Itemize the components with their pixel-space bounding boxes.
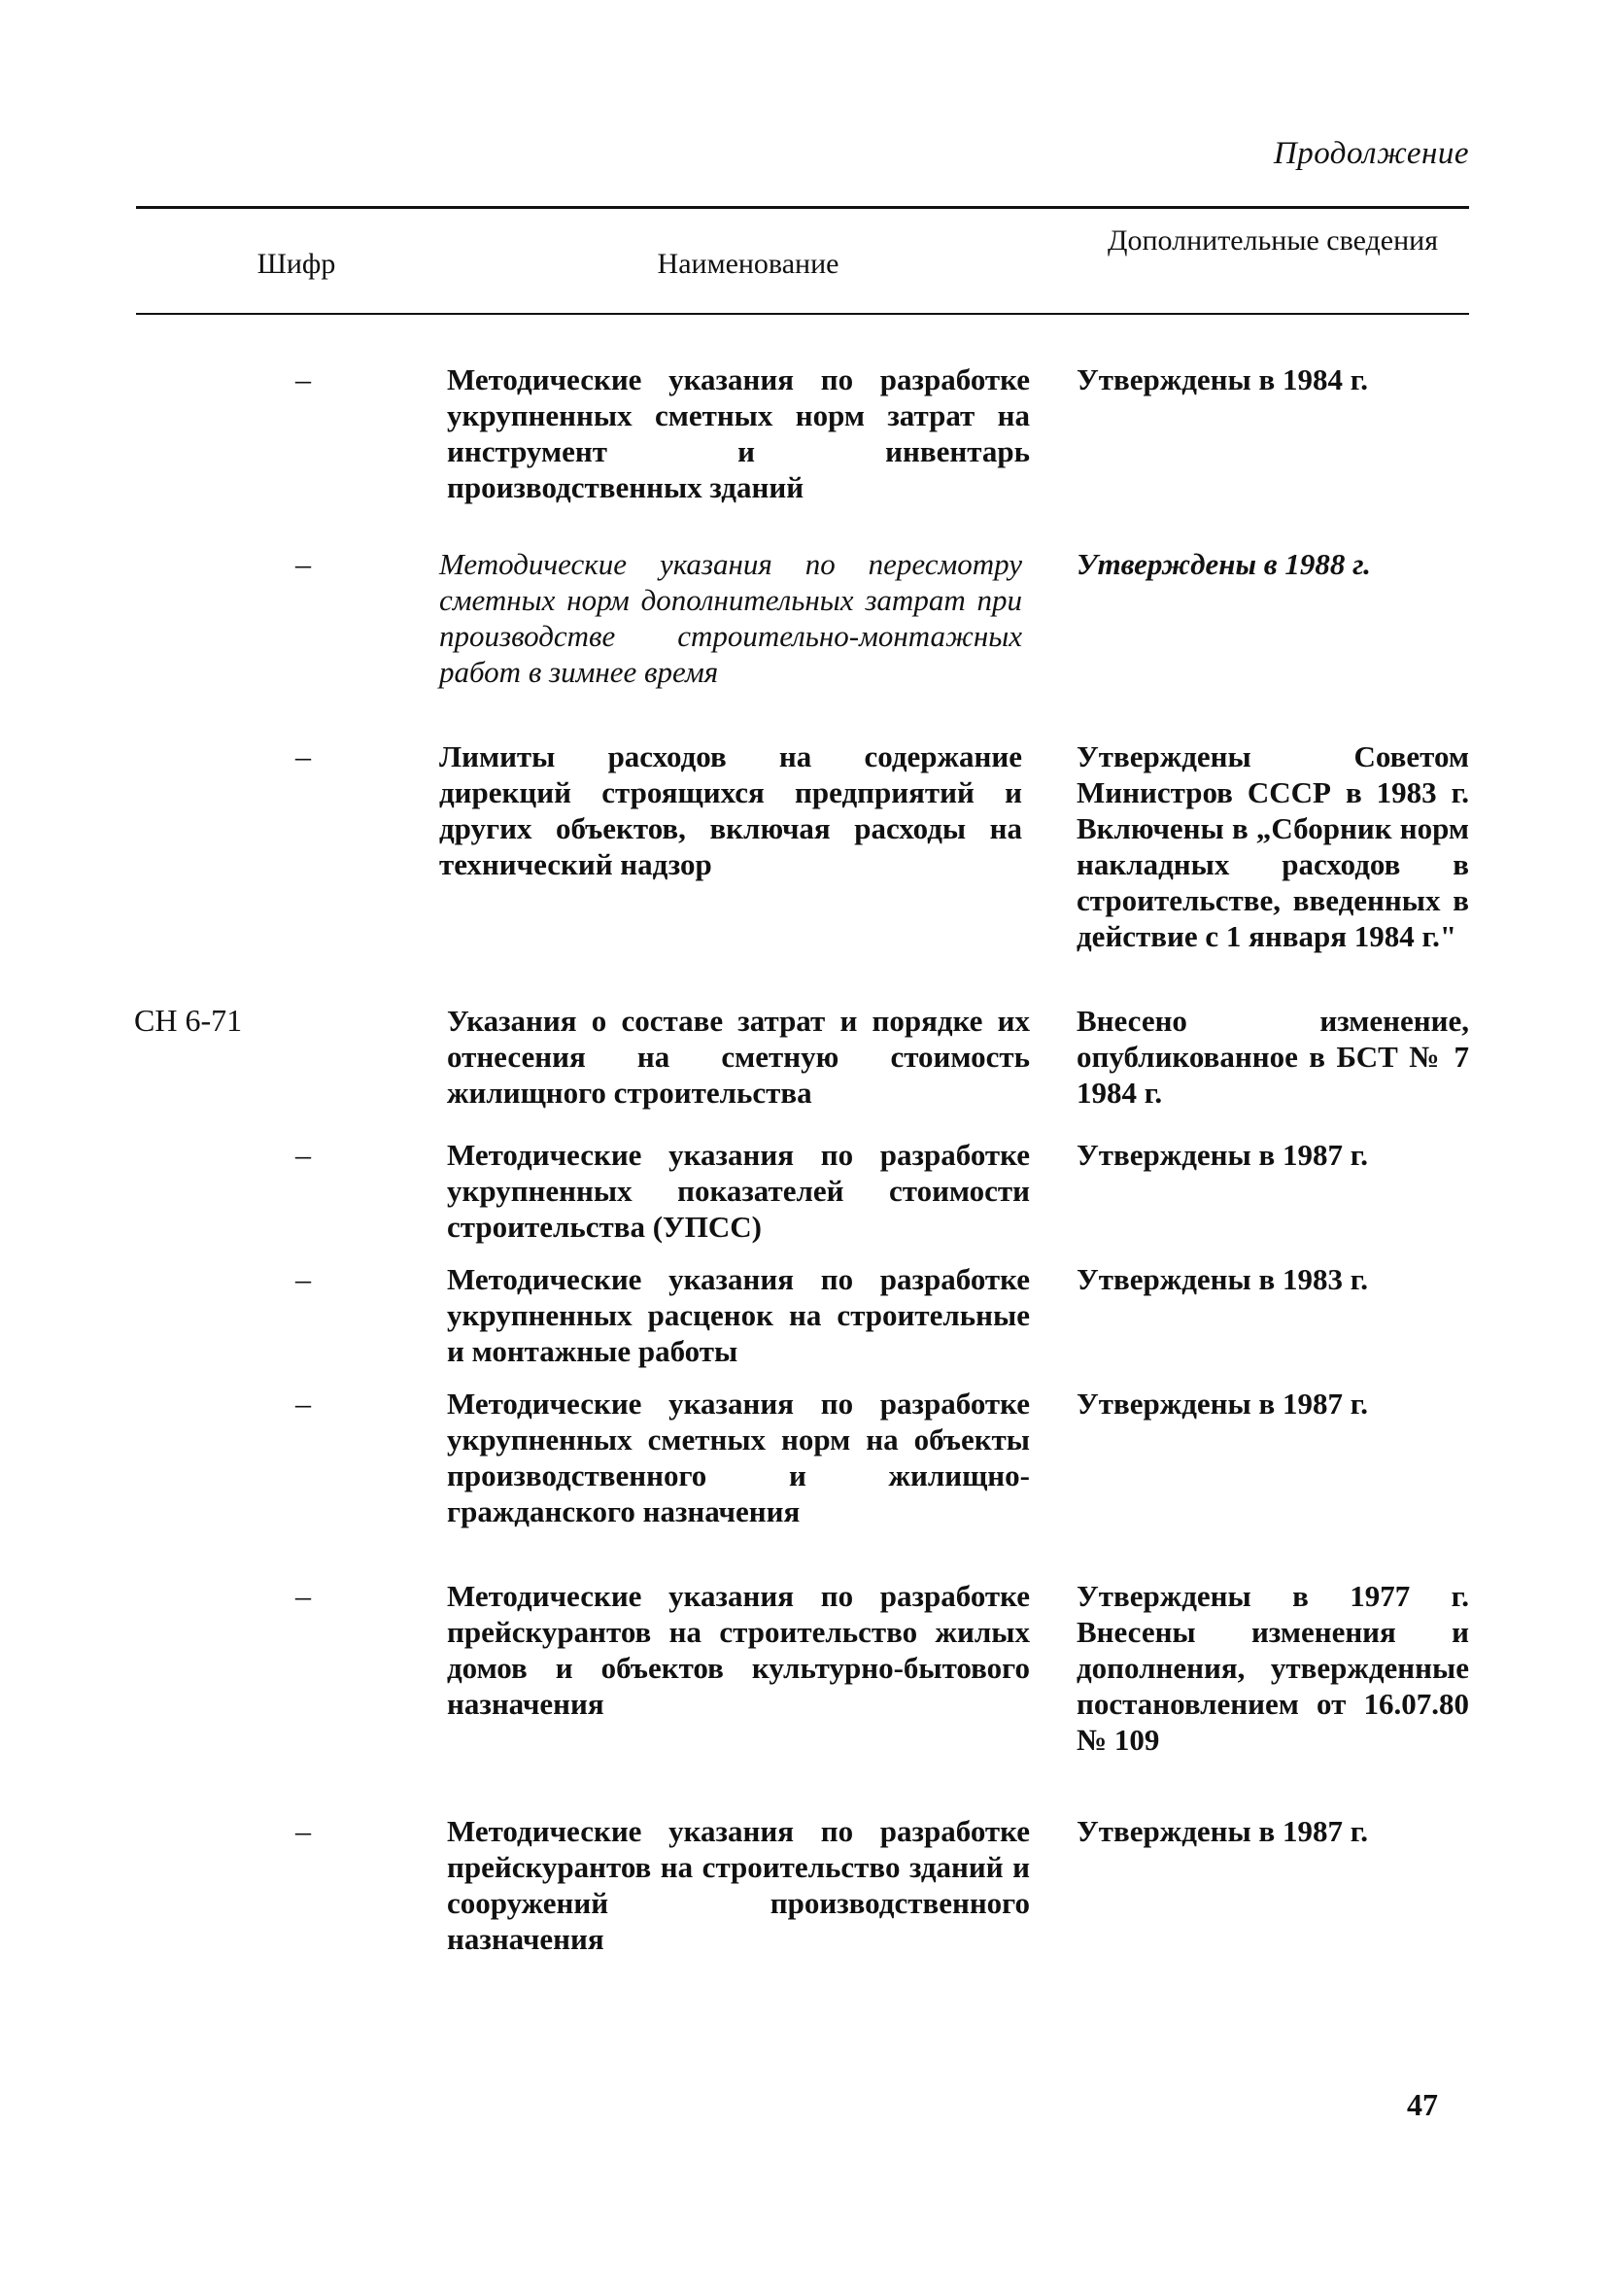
- row-name: Лимиты расходов на содержание дирекций строящихся предприятий и других объектов, включая расходы на технический надзор: [439, 739, 1022, 881]
- row-info: Утверждены в 1977 г. Внесены изменения и дополнения, утвержденные постановлением от 16.07.80 № 109: [1077, 1579, 1469, 1757]
- row-info: Внесено изменение, опубликованное в БСТ № 7 1984 г.: [1077, 1004, 1469, 1110]
- table-top-rule: [136, 206, 1469, 209]
- column-header-info: Дополнительные сведения: [1107, 224, 1439, 257]
- column-header-name: Наименование: [657, 248, 839, 280]
- row-info: Утверждены в 1987 г.: [1077, 1814, 1369, 1848]
- row-code: СН 6-71: [134, 1003, 243, 1038]
- row-info: Утверждены в 1988 г.: [1077, 547, 1371, 581]
- row-info: Утверждены в 1987 г.: [1077, 1387, 1369, 1421]
- row-name: Указания о составе затрат и порядке их отнесения на сметную стоимость жилищного строительства: [447, 1004, 1030, 1110]
- row-name: Методические указания по разработке прейскурантов на строительство жилых домов и объектов культурно-бытового назначения: [447, 1579, 1030, 1721]
- row-name: Методические указания по разработке укрупненных показателей стоимости строительства (УПСС): [447, 1138, 1030, 1244]
- page-number: 47: [1407, 2087, 1438, 2122]
- row-code: –: [295, 546, 311, 581]
- row-name: Методические указания по разработке укрупненных сметных норм затрат на инструмент и инвентарь производственных зданий: [447, 362, 1030, 504]
- row-info: Утверждены Советом Министров СССР в 1983 г. Включены в „Сборник норм накладных расходов в строительстве, введенных в действие с 1 января 1984 г.": [1077, 739, 1469, 953]
- row-code: –: [295, 1261, 311, 1296]
- row-name: Методические указания по разработке укрупненных расценок на строительные и монтажные работы: [447, 1262, 1030, 1368]
- row-name: Методические указания по пересмотру сметных норм дополнительных затрат при производстве строительно-монтажных работ в зимнее время: [439, 547, 1022, 689]
- row-info: Утверждены в 1987 г.: [1077, 1138, 1369, 1172]
- row-code: –: [295, 1137, 311, 1172]
- row-info: Утверждены в 1983 г.: [1077, 1262, 1369, 1296]
- row-code: –: [295, 1813, 311, 1848]
- row-code: –: [295, 738, 311, 773]
- row-code: –: [295, 361, 311, 396]
- row-code: –: [295, 1386, 311, 1421]
- column-header-code: Шифр: [257, 248, 336, 280]
- continuation-label: Продолжение: [1273, 136, 1469, 171]
- row-info: Утверждены в 1984 г.: [1077, 362, 1369, 396]
- table-header-rule: [136, 313, 1469, 315]
- row-name: Методические указания по разработке укрупненных сметных норм на объекты производственного и жилищно-гражданского назначения: [447, 1387, 1030, 1528]
- row-name: Методические указания по разработке прейскурантов на строительство зданий и сооружений производственного назначения: [447, 1814, 1030, 1956]
- row-code: –: [295, 1578, 311, 1613]
